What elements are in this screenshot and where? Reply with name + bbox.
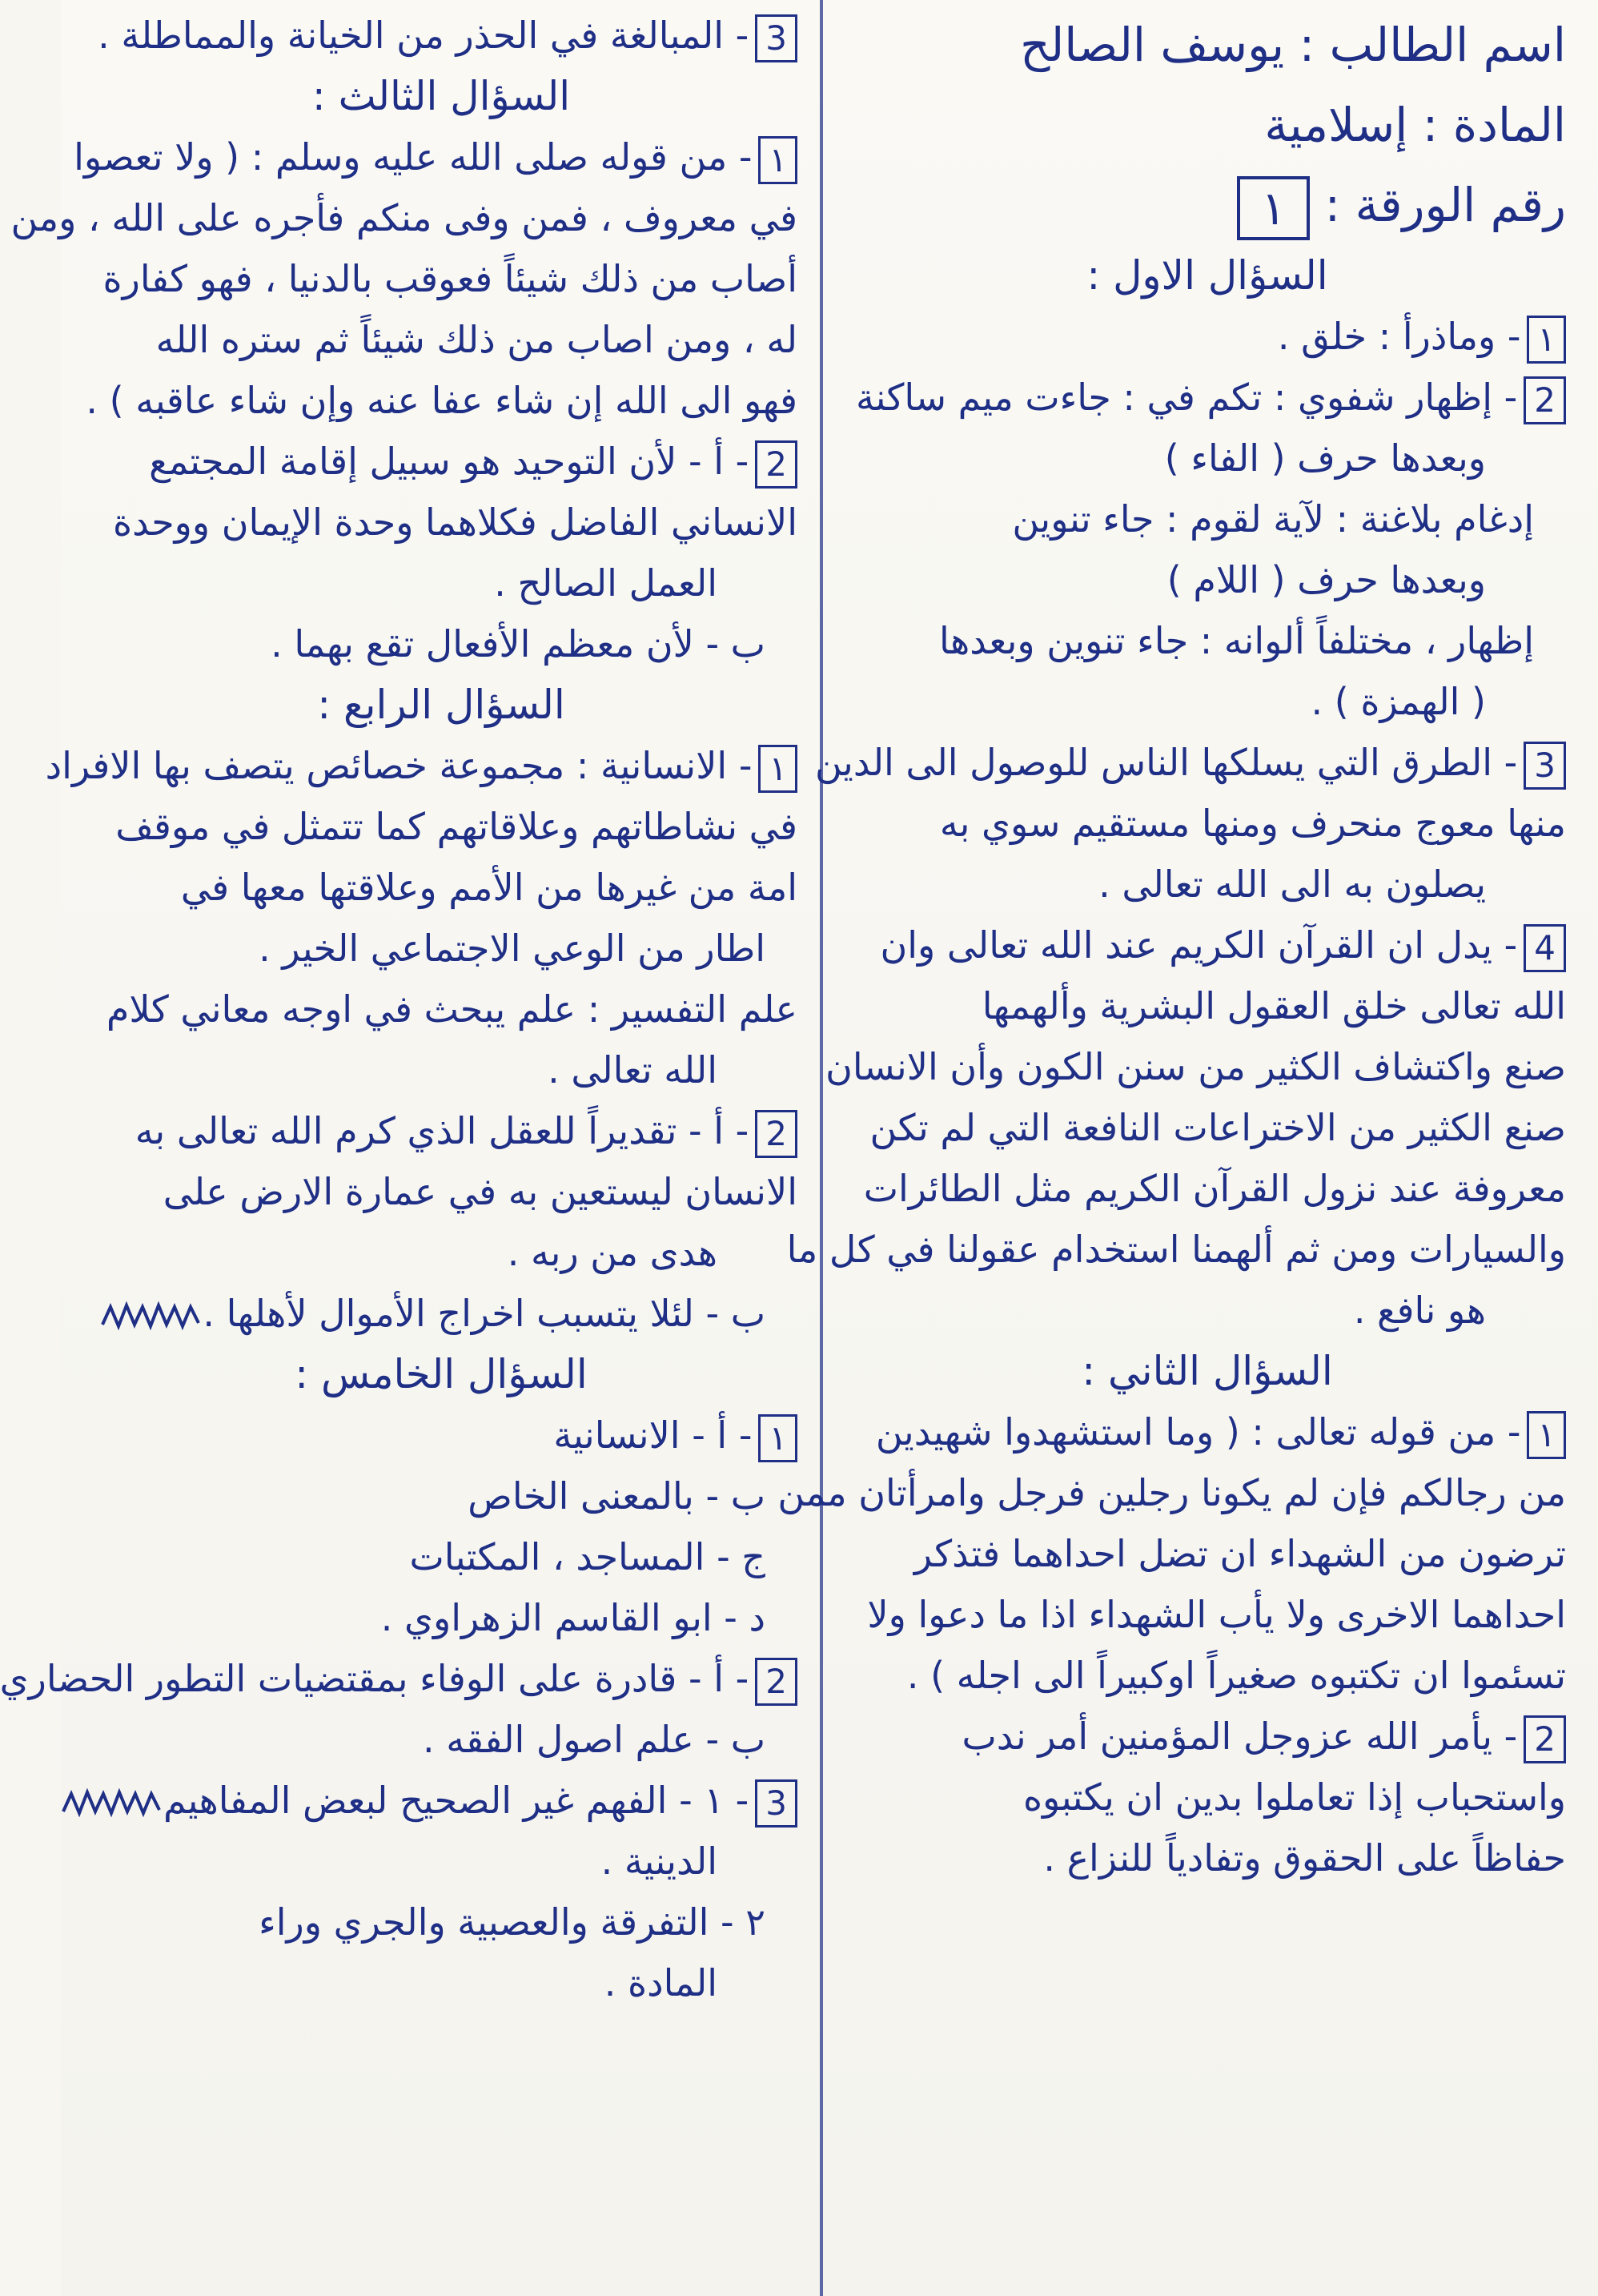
line-text: السؤال الثالث : [311,73,571,119]
answer-line [0,1648,797,1709]
line-text: هدى من ربه . [507,1231,717,1274]
line-text: الله تعالى خلق العقول البشرية وألهمها [982,984,1566,1027]
answer-line [85,1161,797,1222]
line-text: - ١ - الفهم غير الصحيح لبعض المفاهيم [163,1779,749,1822]
answer-line [85,492,797,553]
line-text: وبعدها حرف ( اللام ) [1166,558,1486,601]
item-number-box: 2 [1524,376,1566,424]
question-heading [849,245,1566,306]
answer-line [849,1280,1566,1341]
line-text: - المبالغة في الحذر من الخيانة والمماطلة . [98,14,749,57]
answer-line [85,1222,797,1283]
line-text: معروفة عند نزول القرآن الكريم مثل الطائرات [863,1167,1566,1210]
item-number-box: ١ [758,136,797,184]
line-text: - يدل ان القرآن الكريم عند الله تعالى وان [880,923,1518,967]
answer-line [85,1770,797,1831]
item-number-box: 4 [1524,924,1566,972]
answer-line [85,309,797,370]
answer-line [849,428,1566,489]
answer-line [849,854,1566,915]
right-answers [777,245,1566,1888]
answer-line [849,1706,1566,1767]
line-text: علم التفسير : علم يبحث في اوجه معاني كلام [106,987,797,1031]
answer-line [777,1462,1566,1523]
item-number-box: ١ [1527,316,1566,364]
line-text: تسئموا ان تكتبوه صغيراً اوكبيراً الى اجله ) . [906,1654,1566,1697]
line-text: هو نافع . [1353,1289,1486,1332]
item-number-box: 3 [755,14,797,62]
line-text: امة من غيرها من الأمم وعلاقتها معها في [180,866,797,909]
answer-line [85,1831,797,1892]
line-text: ب - علم اصول الفقه . [423,1718,765,1761]
item-number-box: 3 [755,1779,797,1828]
answer-line [85,370,797,431]
answer-line [10,187,797,248]
answer-line [849,306,1566,367]
answer-line [85,5,797,66]
answer-line [849,367,1566,428]
line-text: ج - المساجد ، المكتبات [409,1535,765,1578]
line-text: - الطرق التي يسلكها الناس للوصول الى الدين [815,741,1518,784]
answer-line [849,1523,1566,1584]
line-text: السؤال الخامس : [295,1351,588,1397]
line-text: السؤال الثاني : [1082,1348,1333,1394]
line-text: والسيارات ومن ثم ألهمنا استخدام عقولنا في كل ما [786,1228,1566,1271]
answer-line [85,613,797,674]
line-text: يصلون به الى الله تعالى . [1098,863,1486,906]
answer-line [849,915,1566,975]
answer-line [849,1158,1566,1219]
answer-line [85,1283,797,1344]
answer-line [849,1097,1566,1158]
answer-line [85,857,797,918]
item-number-box: 3 [1524,742,1566,790]
item-number-box: 2 [1524,1715,1566,1763]
line-text: المادة . [604,1961,717,2004]
line-text: د - ابو القاسم الزهراوي . [380,1596,765,1639]
answer-line [85,1709,797,1770]
line-text: إدغام بلاغنة : لآية لقوم : جاء تنوين [1012,497,1534,541]
answer-line [85,979,797,1039]
line-text: أصاب من ذلك شيئاً فعوقب بالدنيا ، فهو كفارة [102,257,797,300]
answer-line [815,732,1566,793]
answer-line [849,549,1566,610]
answer-line [849,1767,1566,1828]
line-text: الدينية . [600,1840,717,1883]
answer-line [85,796,797,857]
answer-line [85,1405,797,1466]
line-text: ب - بالمعنى الخاص [468,1474,765,1518]
line-text: فهو الى الله إن شاء عفا عنه وإن شاء عاقبه ) . [86,379,797,422]
answer-line [849,1584,1566,1645]
line-text: ترضون من الشهداء ان تضل احداهما فتذكر [913,1532,1566,1575]
answer-line [85,553,797,613]
right-column [777,0,1598,2296]
line-text: الله تعالى . [548,1048,717,1092]
line-text: ب - لئلا يتسبب اخراج الأموال لأهلها . [203,1292,765,1335]
answer-line [849,793,1566,854]
line-text: - من قوله تعالى : ( وما استشهدوا شهيدين [875,1410,1521,1454]
answer-line [825,1036,1566,1097]
line-text: - أ - تقديراً للعقل الذي كرم الله تعالى به [135,1109,749,1152]
answer-line [849,610,1566,671]
line-text: ٢ - التفرقة والعصبية والجري وراء [259,1900,765,1944]
line-text: إظهار ، مختلفاً ألوانه : جاء تنوين وبعدها [938,619,1534,662]
line-text: له ، ومن اصاب من ذلك شيئاً ثم ستره الله [155,318,797,361]
item-number-box: 2 [755,1110,797,1158]
line-text: واستحباب إذا تعاملوا بدين ان يكتبوه [1022,1775,1566,1819]
line-text: حفاظاً على الحقوق وتفادياً للنزاع . [1043,1836,1566,1880]
line-text: العمل الصالح . [494,561,717,605]
student-name: اسم الطالب : يوسف الصالح [1020,18,1566,72]
question-heading [85,674,797,735]
line-text: منها معوج منحرف ومنها مستقيم سوي به [939,802,1566,845]
line-text: من رجالكم فإن لم يكونا رجلين فرجل وامرأتان ممن [777,1471,1566,1514]
answer-line [85,1526,797,1587]
line-text: - أ - الانسانية [553,1413,753,1457]
column-divider [820,0,823,2296]
left-answers [0,5,797,2013]
answer-line [85,431,797,492]
item-number-box: ١ [1527,1411,1566,1459]
line-text: ب - لأن معظم الأفعال تقع بهما . [271,622,765,665]
line-text: - إظهار شفوي : تكم في : جاءت ميم ساكنة [855,376,1518,419]
line-text: صنع واكتشاف الكثير من سنن الكون وأن الانسان [825,1045,1566,1088]
paper-number-line [849,165,1566,245]
item-number-box: ١ [758,745,797,793]
line-text: - أ - لأن التوحيد هو سبيل إقامة المجتمع [149,440,749,483]
line-text: السؤال الاول : [1086,252,1328,299]
scribble-strikeout-icon [98,1301,203,1333]
answer-line [849,1401,1566,1462]
question-heading [85,66,797,127]
line-text: في معروف ، فمن وفى منكم فأجره على الله ، ومن [10,196,797,239]
line-text: - من قوله صلى الله عليه وسلم : ( ولا تعصوا [74,135,753,179]
answer-line [85,918,797,979]
answer-line [786,1219,1566,1280]
line-text: في نشاطاتهم وعلاقاتهم كما تتمثل في موقف [115,805,797,848]
line-text: الانسان ليستعين به في عمارة الارض على [163,1170,797,1213]
question-heading [85,1344,797,1405]
answer-line [85,1587,797,1648]
item-number-box: 2 [755,1658,797,1706]
line-text: - يأمر الله عزوجل المؤمنين أمر ندب [962,1715,1518,1758]
subject-line: المادة : إسلامية [1264,98,1566,152]
line-text: احداهما الاخرى ولا يأب الشهداء اذا ما دعوا ولا [867,1593,1566,1636]
answer-line [849,671,1566,732]
answer-line [85,1100,797,1161]
answer-line [85,1466,797,1526]
answer-line [85,1039,797,1100]
line-text: ( الهمزة ) . [1311,680,1486,723]
answer-line [849,489,1566,549]
paper-number-label: رقم الورقة : [1324,178,1566,232]
item-number-box: ١ [758,1414,797,1462]
answer-line [85,248,797,309]
line-text: الانساني الفاضل فكلاهما وحدة الإيمان ووحدة [112,501,797,544]
answer-line [74,127,797,187]
answer-line [85,1952,797,2013]
line-text: - وماذرأ : خلق . [1277,315,1521,358]
paper-number-box: ١ [1237,176,1310,240]
line-text: - أ - قادرة على الوفاء بمقتضيات التطور الحضاري [0,1657,749,1700]
line-text: صنع الكثير من الاختراعات النافعة التي لم تكن [869,1106,1566,1149]
line-text: - الانسانية : مجموعة خصائص يتصف بها الافراد [45,744,753,787]
scribble-strikeout-icon [59,1787,163,1820]
answer-line [45,735,797,796]
answer-line [849,1828,1566,1888]
item-number-box: 2 [755,440,797,489]
line-text: وبعدها حرف ( الفاء ) [1164,436,1486,480]
line-text: اطار من الوعي الاجتماعي الخير . [259,927,765,970]
answer-line [849,1645,1566,1706]
question-heading [849,1341,1566,1401]
line-text: السؤال الرابع : [317,682,565,728]
answer-line [85,1892,797,1952]
answer-line [849,975,1566,1036]
